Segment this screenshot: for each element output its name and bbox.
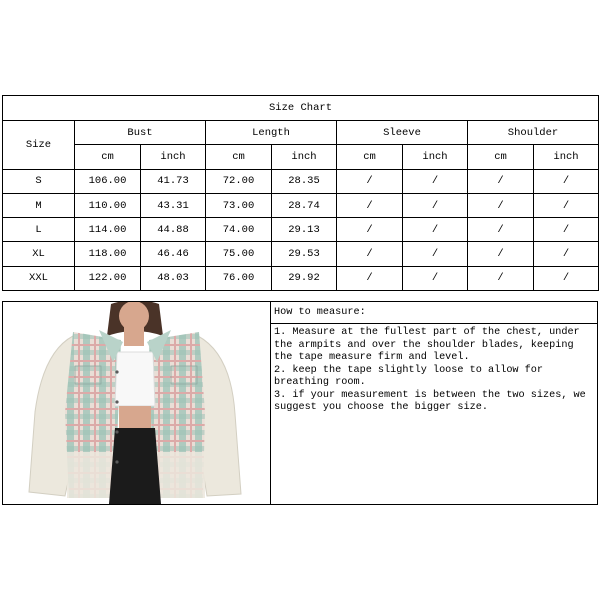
bust-cm-value: 118.00 [75,242,141,266]
length-cm-value: 76.00 [206,266,272,290]
size-label: L [3,218,75,242]
sleeve-header: Sleeve [337,121,468,145]
table-row [3,169,599,193]
shoulder-cm-value: / [468,193,534,217]
length-inch-value: 29.13 [272,218,337,242]
sleeve-cm-value: / [337,218,403,242]
product-photo [3,302,271,504]
sleeve-cm-value: / [337,169,403,193]
size-label: M [3,193,75,217]
length-inch-value: 28.35 [272,169,337,193]
measure-step: 3. if your measurement is between the two sizes, we suggest you choose the bigger size. [274,389,586,413]
measure-step: 2. keep the tape slightly loose to allow for breathing room. [274,364,543,388]
unit-cm: cm [206,145,272,169]
unit-inch: inch [272,145,337,169]
sleeve-cm-value: / [337,242,403,266]
size-label: XL [3,242,75,266]
shoulder-inch-value: / [534,242,599,266]
unit-inch: inch [403,145,468,169]
shoulder-header: Shoulder [468,121,599,145]
sleeve-cm-value: / [337,266,403,290]
bust-inch-value: 43.31 [141,193,206,217]
shoulder-inch-value: / [534,266,599,290]
shoulder-inch-value: / [534,169,599,193]
bust-header: Bust [75,121,206,145]
shoulder-cm-value: / [468,266,534,290]
sleeve-inch-value: / [403,266,468,290]
bust-cm-value: 114.00 [75,218,141,242]
length-inch-value: 29.92 [272,266,337,290]
sleeve-inch-value: / [403,242,468,266]
size-label: XXL [3,266,75,290]
bust-inch-value: 46.46 [141,242,206,266]
bust-cm-value: 110.00 [75,193,141,217]
shoulder-cm-value: / [468,218,534,242]
size-chart-title: Size Chart [3,96,599,121]
shoulder-cm-value: / [468,242,534,266]
measure-step: 1. Measure at the fullest part of the chest, under the armpits and over the shoulder blades, keeping the tape measure firm and level. [274,327,580,363]
sleeve-inch-value: / [403,193,468,217]
length-cm-value: 75.00 [206,242,272,266]
table-row [3,242,599,266]
size-chart-table [2,95,599,291]
bust-cm-value: 122.00 [75,266,141,290]
size-label: S [3,169,75,193]
shoulder-cm-value: / [468,169,534,193]
unit-inch: inch [534,145,599,169]
length-cm-value: 72.00 [206,169,272,193]
sleeve-inch-value: / [403,218,468,242]
length-cm-value: 74.00 [206,218,272,242]
shoulder-inch-value: / [534,193,599,217]
table-row [3,218,599,242]
length-cm-value: 73.00 [206,193,272,217]
size-column-header: Size [3,121,75,170]
bust-inch-value: 48.03 [141,266,206,290]
shoulder-inch-value: / [534,218,599,242]
length-inch-value: 29.53 [272,242,337,266]
unit-cm: cm [337,145,403,169]
sleeve-cm-value: / [337,193,403,217]
jacket-illustration [3,302,270,504]
unit-inch: inch [141,145,206,169]
unit-cm: cm [75,145,141,169]
measure-section [2,301,598,505]
bust-inch-value: 41.73 [141,169,206,193]
bust-inch-value: 44.88 [141,218,206,242]
length-inch-value: 28.74 [272,193,337,217]
bust-cm-value: 106.00 [75,169,141,193]
how-to-measure-title: How to measure: [271,302,597,324]
how-to-measure [271,302,597,504]
how-to-measure-steps [271,324,597,415]
table-row [3,193,599,217]
length-header: Length [206,121,337,145]
table-row [3,266,599,290]
unit-cm: cm [468,145,534,169]
sleeve-inch-value: / [403,169,468,193]
